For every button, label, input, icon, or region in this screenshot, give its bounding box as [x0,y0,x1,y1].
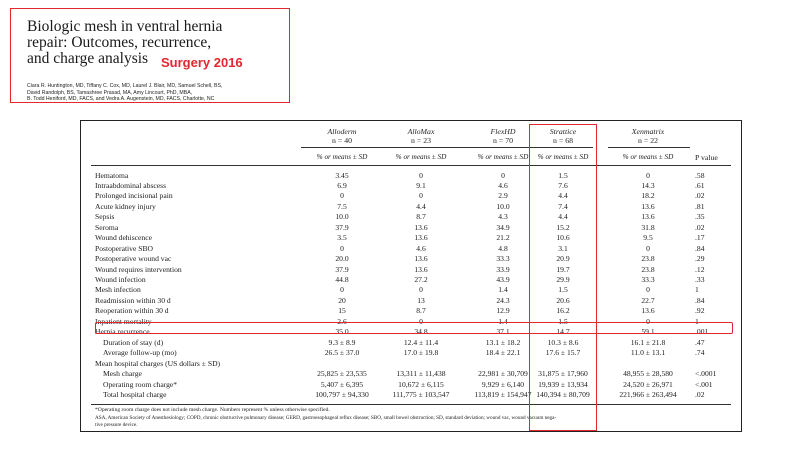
table-row [81,181,741,191]
table-cell: 20 [338,295,346,305]
table-cell: 22.7 [641,295,655,305]
column-subheader: % or means ± SD [395,153,447,161]
p-value-cell: .29 [695,254,705,264]
table-cell: 4.4 [558,191,568,201]
table-cell: 9.1 [416,180,426,190]
table-cell: 2.6 [337,316,347,326]
footnote-abbreviations: ASA, American Society of Anesthesiology; COPD, chronic obstructive pulmonary disease; GERD, gastroesophageal reflux disease; SBO, small bowel obstruction; SD, standard deviation; wound vac, wound vacuum nega- [95,415,557,421]
table-cell: 16.1 ± 21.8 [630,337,666,347]
table-cell: 59.1 [641,327,655,337]
table-cell: 20.0 [335,254,349,264]
p-value-cell: .02 [695,191,705,201]
table-cell: 33.3 [496,254,510,264]
table-cell: 21.2 [496,233,510,243]
table-cell: 34.8 [414,327,428,337]
row-label: Acute kidney injury [95,201,156,211]
p-value-cell: .001 [695,327,709,337]
table-row [81,359,741,369]
table-cell: 3.5 [337,233,347,243]
table-row [81,233,741,243]
column-n-strattice: n = 68 [553,136,573,145]
table-row [81,191,741,201]
table-cell: 24.3 [496,295,510,305]
header-rule [301,147,383,148]
row-label: Mean hospital charges (US dollars ± SD) [95,358,221,368]
table-cell: 12.4 ± 11.4 [403,337,439,347]
table-cell: 13.6 [641,212,655,222]
row-label: Readmission within 30 d [95,295,171,305]
p-value-header: P value [695,153,718,162]
table-cell: 2.9 [498,191,508,201]
table-row [81,317,741,327]
column-n-alloderm: n = 40 [332,136,352,145]
row-label: Hematoma [95,170,129,180]
table-cell: 31.8 [641,222,655,232]
p-value-cell: 1 [695,316,699,326]
journal-year-label: Surgery 2016 [161,55,243,70]
column-header-allomax: AlloMax [407,127,435,136]
table-cell: 0 [419,285,423,295]
table-cell: 17.0 ± 19.8 [403,348,439,358]
row-label: Wound requires intervention [95,264,182,274]
table-cell: 5,407 ± 6,395 [320,379,364,389]
table-cell: 13.6 [414,254,428,264]
table-row [81,380,741,390]
table-cell: 13.6 [414,264,428,274]
p-value-cell: .12 [695,264,705,274]
table-cell: 0 [646,243,650,253]
table-cell: 20.6 [556,295,570,305]
table-cell: 25,825 ± 23,535 [317,369,367,379]
row-label: Wound infection [95,275,146,284]
column-n-flexhd: n = 70 [493,136,513,145]
row-label: Prolonged incisional pain [95,191,173,201]
table-row [81,244,741,254]
table-cell: 1.5 [558,170,568,180]
header-bottom-rule [91,165,731,166]
paper-title: Biologic mesh in ventral hernia repair: Outcomes, recurrence, and charge analysis [27,18,223,67]
column-header-alloderm: Alloderm [327,127,357,136]
p-value-cell: .74 [695,348,705,358]
table-cell: 0 [646,285,650,295]
table-cell: 13 [417,295,425,305]
table-cell: 1.4 [498,285,508,295]
table-cell: 33.9 [496,264,510,274]
table-cell: 37.9 [335,222,349,232]
table-cell: 0 [646,316,650,326]
title-box [10,8,290,103]
row-label: Postoperative SBO [95,243,154,253]
p-value-cell: .17 [695,233,705,243]
table-cell: 18.4 ± 22.1 [485,348,521,358]
table-bottom-rule [91,404,731,405]
row-label: Intraabdominal abscess [95,180,167,190]
table-cell: 23.8 [641,254,655,264]
p-value-cell: 1 [695,285,699,295]
table-row [81,369,741,379]
p-value-cell: .33 [695,275,705,284]
table-cell: 19.7 [556,264,570,274]
table-cell: 7.4 [558,201,568,211]
table-cell: 100,797 ± 94,330 [315,389,369,399]
table-cell: 35.0 [335,327,349,337]
header-rule [381,147,463,148]
table-cell: 111,775 ± 103,547 [392,389,450,399]
table-cell: 10.0 [496,201,510,211]
column-subheader: % or means ± SD [622,153,674,161]
table-cell: 48,955 ± 28,580 [623,369,673,379]
table-cell: 18.2 [641,191,655,201]
column-n-xenmatrix: n = 22 [638,136,658,145]
table-cell: 16.2 [556,306,570,316]
table-cell: 13.6 [641,306,655,316]
table-cell: 26.5 ± 37.0 [324,348,360,358]
outcomes-table [80,120,742,432]
table-cell: 4.3 [498,212,508,222]
column-header-strattice: Strattice [549,127,577,136]
table-cell: 10.3 ± 8.6 [547,337,579,347]
p-value-cell: .47 [695,337,705,347]
table-row [81,348,741,358]
p-value-cell: <.001 [695,379,713,389]
table-cell: 37.1 [496,327,510,337]
table-cell: 4.4 [416,201,426,211]
row-label: Duration of stay (d) [103,337,164,347]
table-row [81,265,741,275]
table-cell: 24,520 ± 26,971 [623,379,673,389]
table-cell: 13.1 ± 18.2 [485,337,521,347]
table-cell: 10.0 [335,212,349,222]
p-value-cell: .84 [695,243,705,253]
table-cell: 29.9 [556,275,570,284]
p-value-cell: .81 [695,201,705,211]
table-cell: 0 [646,170,650,180]
table-cell: 14.3 [641,180,655,190]
column-n-allomax: n = 23 [411,136,431,145]
table-cell: 8.7 [416,306,426,316]
table-cell: 20.9 [556,254,570,264]
table-row [81,390,741,400]
p-value-cell: .58 [695,170,705,180]
table-cell: 140,394 ± 80,709 [536,389,590,399]
table-cell: 13,311 ± 11,438 [396,369,446,379]
table-cell: 9.3 ± 8.9 [328,337,356,347]
table-row [81,306,741,316]
table-cell: 4.6 [416,243,426,253]
table-cell: 31,875 ± 17,960 [538,369,588,379]
row-label: Operating room charge* [103,379,178,389]
row-label: Wound dehiscence [95,233,152,243]
row-label: Average follow-up (mo) [103,348,177,358]
table-cell: 1.5 [558,285,568,295]
table-cell: 13.6 [414,222,428,232]
table-cell: 13.6 [414,233,428,243]
table-row [81,327,741,337]
table-cell: 4.6 [498,180,508,190]
table-cell: 22,981 ± 30,709 [478,369,528,379]
table-cell: 7.6 [558,180,568,190]
table-cell: 1.4 [498,316,508,326]
row-label: Reoperation within 30 d [95,306,169,316]
table-row [81,296,741,306]
table-cell: 0 [340,285,344,295]
table-cell: 0 [419,170,423,180]
table-cell: 0 [501,170,505,180]
table-cell: 43.9 [496,275,510,284]
table-cell: 3.1 [558,243,568,253]
table-cell: 7.5 [337,201,347,211]
row-label: Seroma [95,222,119,232]
table-row [81,171,741,181]
author-list: Ciara R. Huntington, MD, Tiffany C. Cox, MD, Laurel J. Blair, MD, Samuel Schell, BS, David Randolph, BS, Tamashree Prasad, MA, Amy Lincourt, PhD, MBA, B. Todd Heniford, MD, FACS, and Vedra A. Augenstein, MD, FACS, Charlotte, NC [27,83,223,102]
table-row [81,212,741,222]
table-cell: 33.3 [641,275,655,284]
p-value-cell: <.0001 [695,369,717,379]
table-cell: 44.8 [335,275,349,284]
table-cell: 14.7 [556,327,570,337]
table-cell: 12.9 [496,306,510,316]
footnote: *Operating room charge does not include mesh charge. Numbers represent % unless otherwise specified. [95,407,330,413]
table-cell: 0 [340,243,344,253]
column-header-xenmatrix: Xenmatrix [631,127,665,136]
table-cell: 27.2 [414,275,428,284]
row-label: Sepsis [95,212,115,222]
p-value-cell: .02 [695,222,705,232]
table-cell: 15 [338,306,346,316]
row-label: Hernia recurrence [95,327,150,337]
table-cell: 17.6 ± 15.7 [545,348,581,358]
table-cell: 4.8 [498,243,508,253]
table-row [81,254,741,264]
p-value-cell: .35 [695,212,705,222]
table-cell: 37.9 [335,264,349,274]
table-cell: 9.5 [643,233,653,243]
table-cell: 0 [419,316,423,326]
table-cell: 23.8 [641,264,655,274]
header-rule [608,147,690,148]
header-rule [533,147,593,148]
table-body [81,121,741,431]
table-cell: 10,672 ± 6,115 [398,379,444,389]
table-cell: 0 [340,191,344,201]
table-cell: 1.5 [558,316,568,326]
p-value-cell: .02 [695,389,705,399]
table-cell: 221,966 ± 263,494 [619,389,677,399]
table-cell: 113,819 ± 154,947 [474,389,532,399]
table-row [81,338,741,348]
p-value-cell: .61 [695,180,705,190]
column-header-flexhd: FlexHD [490,127,516,136]
table-cell: 4.4 [558,212,568,222]
table-cell: 3.45 [335,170,349,180]
row-label: Mesh charge [103,369,142,379]
table-cell: 6.9 [337,180,347,190]
table-cell: 15.2 [556,222,570,232]
row-label: Mesh infection [95,285,141,295]
p-value-cell: .84 [695,295,705,305]
table-row [81,202,741,212]
row-label: Total hospital charge [103,389,167,399]
column-subheader: % or means ± SD [316,153,368,161]
column-subheader: % or means ± SD [477,153,529,161]
table-cell: 13.6 [641,201,655,211]
row-label: Inpatient mortality [95,316,152,326]
table-cell: 9,929 ± 6,140 [481,379,525,389]
table-cell: 19,939 ± 13,934 [538,379,588,389]
table-cell: 34.9 [496,222,510,232]
footnote-abbreviations-cont: tive pressure device. [95,422,138,428]
table-row [81,285,741,295]
table-row [81,275,741,285]
p-value-cell: .92 [695,306,705,316]
table-cell: 10.6 [556,233,570,243]
row-label: Postoperative wound vac [95,254,172,264]
column-subheader: % or means ± SD [537,153,589,161]
table-cell: 8.7 [416,212,426,222]
table-cell: 0 [419,191,423,201]
table-cell: 11.0 ± 13.1 [630,348,666,358]
table-row [81,223,741,233]
